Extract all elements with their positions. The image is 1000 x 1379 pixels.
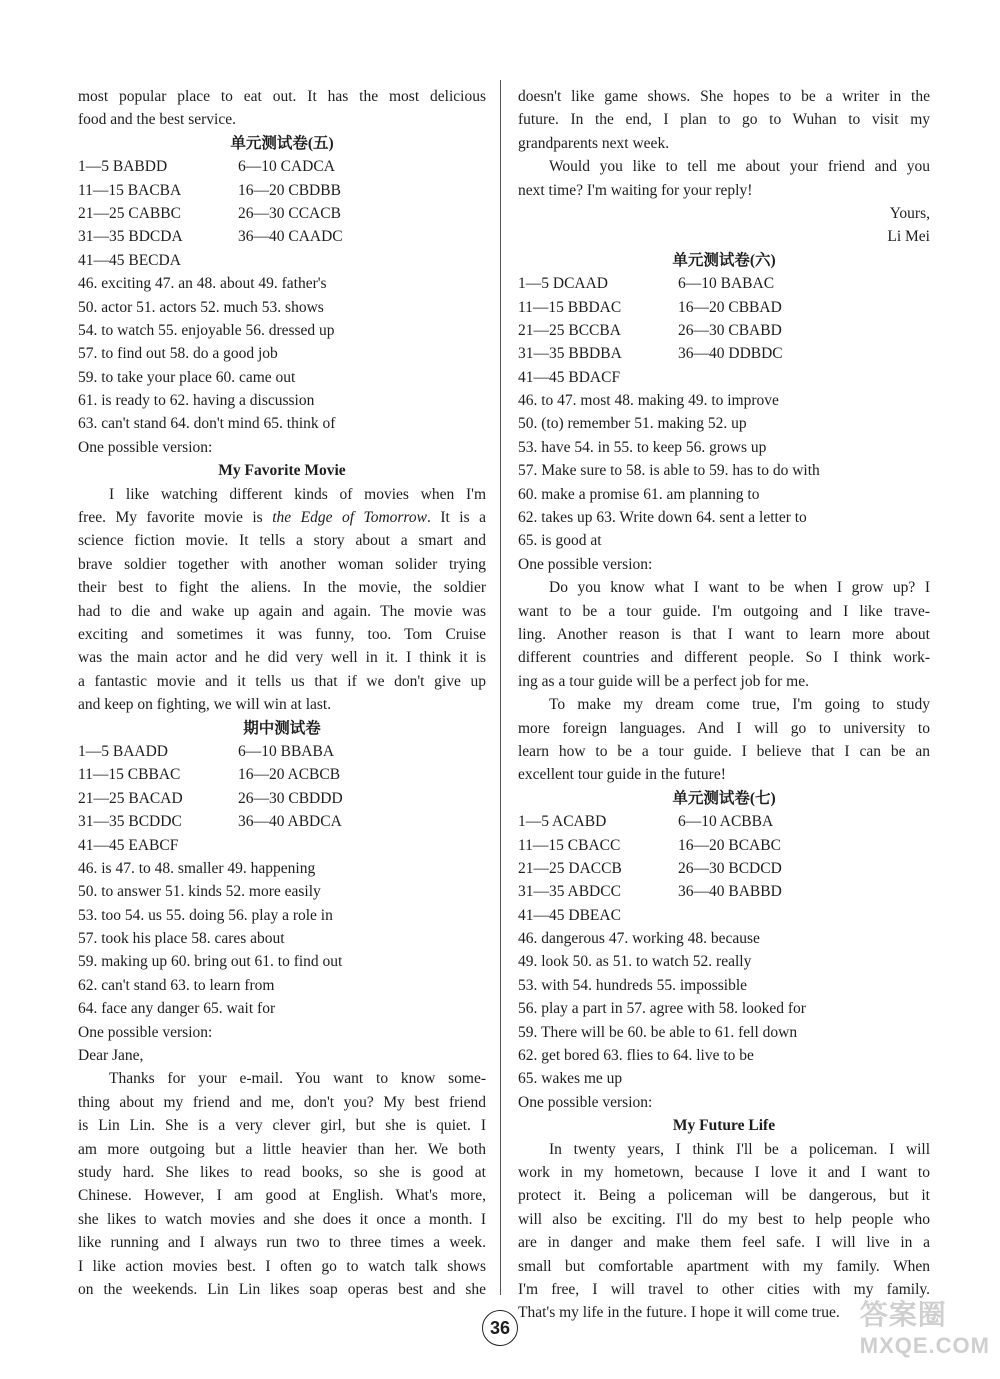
text-line: excellent tour guide in the future! — [518, 766, 726, 784]
answer-row — [518, 834, 930, 857]
answer-group: 26—30 CCACB — [238, 204, 341, 222]
section-heading: My Favorite Movie — [218, 462, 346, 480]
answer-group: 21—25 BACAD — [78, 789, 183, 807]
text-line: and keep on fighting, we will win at last. — [78, 696, 332, 714]
answer-group: 26—30 BCDCD — [678, 859, 782, 877]
text-line: most popular place to eat out. It has the most delicious — [78, 88, 486, 105]
text-line: will also be exciting. I'll do my best to help people who — [518, 1210, 930, 1228]
text-line: 41—45 BECDA — [78, 251, 181, 269]
text-line: 53. have 54. in 55. to keep 56. grows up — [518, 438, 767, 456]
text-line: free. My favorite movie is the Edge of Tomorrow. It is a — [78, 509, 486, 527]
text-line: 57. took his place 58. cares about — [78, 930, 285, 948]
answer-group: 16—20 CBBAD — [678, 298, 782, 316]
answer-row — [518, 272, 930, 295]
text-line: am more outgoing but a little heavier than her. We both — [78, 1140, 486, 1158]
text-line: 46. dangerous 47. working 48. because — [518, 930, 760, 948]
column-divider — [500, 80, 501, 1295]
answer-row — [518, 319, 930, 342]
text-line: One possible version: — [78, 1023, 213, 1041]
text-line: 53. with 54. hundreds 55. impossible — [518, 976, 748, 994]
text-line: Chinese. However, I am good at English. What's more, — [78, 1187, 486, 1205]
text-line: food and the best service. — [78, 111, 236, 129]
left-column — [78, 85, 486, 1301]
text-line: small but comfortable apartment with my family. When — [518, 1257, 930, 1275]
text-line: a fantastic movie and it tells us that if we don't give up — [78, 672, 486, 690]
answer-row — [78, 810, 486, 833]
answer-group: 26—30 CBABD — [678, 321, 782, 339]
text-line: 49. look 50. as 51. to watch 52. really — [518, 953, 752, 971]
text-line: 41—45 BDACF — [518, 368, 621, 386]
answer-group: 21—25 BCCBA — [518, 321, 621, 339]
answer-group: 31—35 ABDCC — [518, 883, 621, 901]
text-line: 59. There will be 60. be able to 61. fell down — [518, 1023, 798, 1041]
text-line: That's my life in the future. I hope it will come true. — [518, 1304, 840, 1322]
text-line: ing as a tour guide will be a perfect job for me. — [518, 672, 809, 690]
page-number: 36 — [482, 1310, 518, 1346]
text-line: study hard. She likes to read books, so she is good at — [78, 1163, 486, 1181]
watermark-url: MXQE.COM — [859, 1333, 990, 1358]
answer-row — [78, 787, 486, 810]
text-line: 62. can't stand 63. to learn from — [78, 976, 275, 994]
answer-group: 16—20 BCABC — [678, 836, 781, 854]
text-line: 54. to watch 55. enjoyable 56. dressed up — [78, 321, 335, 339]
text-line: like running and I always run two to three times a week. — [78, 1234, 486, 1252]
text-line: Would you like to tell me about your friend and you — [549, 158, 930, 176]
answer-group: 11—15 CBBAC — [78, 766, 181, 784]
answer-group: 21—25 DACCB — [518, 859, 622, 877]
answer-group: 36—40 BABBD — [678, 883, 782, 901]
text-line: 46. exciting 47. an 48. about 49. father's — [78, 275, 327, 293]
text-line: is Lin Lin. She is a very clever girl, but she is quiet. I — [78, 1117, 486, 1135]
text-line: next time? I'm waiting for your reply! — [518, 181, 753, 199]
answer-group: 26—30 CBDDD — [238, 789, 343, 807]
answer-row — [518, 810, 930, 833]
section-heading: 单元测试卷(六) — [672, 251, 776, 269]
text-line: 60. make a promise 61. am planning to — [518, 485, 760, 503]
answer-group: 31—35 BDCDA — [78, 228, 183, 246]
answer-row — [518, 296, 930, 319]
text-line: One possible version: — [518, 1093, 653, 1111]
answer-group: 11—15 CBACC — [518, 836, 621, 854]
answer-group: 16—20 ACBCB — [238, 766, 341, 784]
text-line: I like action movies best. I often go to watch talk shows — [78, 1257, 486, 1275]
answer-group: 36—40 CAADC — [238, 228, 343, 246]
text-line: 59. to take your place 60. came out — [78, 368, 296, 386]
right-column — [518, 85, 930, 1325]
answer-group: 1—5 BAADD — [78, 742, 168, 760]
text-line: grandparents next week. — [518, 134, 670, 152]
text-line: ling. Another reason is that I want to learn more about — [518, 625, 930, 643]
answer-group: 6—10 ACBBA — [678, 813, 774, 831]
signature-line: Yours, — [889, 204, 930, 222]
answer-group: 11—15 BACBA — [78, 181, 182, 199]
text-line: 61. is ready to 62. having a discussion — [78, 392, 315, 410]
text-line: 57. Make sure to 58. is able to 59. has to do with — [518, 462, 820, 480]
answer-group: 21—25 CABBC — [78, 204, 181, 222]
answer-group: 16—20 CBDBB — [238, 181, 341, 199]
text-line: 46. is 47. to 48. smaller 49. happening — [78, 859, 316, 877]
watermark-text: 答案圈 — [859, 1299, 947, 1330]
watermark-logo — [860, 1293, 990, 1359]
text-line: doesn't like game shows. She hopes to be a writer in the — [518, 88, 930, 105]
signature-line: Li Mei — [887, 228, 930, 246]
section-heading: 单元测试卷(五) — [230, 134, 334, 152]
answer-group: 6—10 BABAC — [678, 275, 775, 293]
answer-row — [78, 155, 486, 178]
text-line: Do you know what I want to be when I grow up? I — [549, 579, 930, 597]
text-line: learn how to be a tour guide. I believe that I can be an — [518, 742, 930, 760]
answer-group: 6—10 CADCA — [238, 158, 335, 176]
text-line: 50. actor 51. actors 52. much 53. shows — [78, 298, 324, 316]
text-line: 62. takes up 63. Write down 64. sent a letter to — [518, 509, 807, 527]
answer-group: 1—5 DCAAD — [518, 275, 608, 293]
text-line: 50. to answer 51. kinds 52. more easily — [78, 883, 321, 901]
answer-row — [78, 225, 486, 248]
text-line: 46. to 47. most 48. making 49. to improve — [518, 392, 779, 410]
text-line: 62. get bored 63. flies to 64. live to be — [518, 1047, 754, 1065]
text-line: thing about my friend and me, don't you? My best friend — [78, 1093, 486, 1111]
text-line: 63. can't stand 64. don't mind 65. think of — [78, 415, 336, 433]
answer-group: 6—10 BBABA — [238, 742, 335, 760]
text-line: brave soldier together with another woman solider trying — [78, 555, 486, 573]
text-line: 50. (to) remember 51. making 52. up — [518, 415, 747, 433]
text-line: 41—45 EABCF — [78, 836, 179, 854]
text-line: 41—45 DBEAC — [518, 906, 621, 924]
text-line: I like watching different kinds of movies when I'm — [109, 485, 486, 503]
text-line: 53. too 54. us 55. doing 56. play a role in — [78, 906, 333, 924]
text-line: protect it. Being a policeman will be dangerous, but it — [518, 1187, 930, 1205]
answer-row — [78, 740, 486, 763]
text-line: 64. face any danger 65. wait for — [78, 1000, 276, 1018]
answer-group: 36—40 ABDCA — [238, 813, 342, 831]
text-line: One possible version: — [78, 438, 213, 456]
text-line: 59. making up 60. bring out 61. to find out — [78, 953, 343, 971]
text-line: had to die and wake up again and again. The movie was — [78, 602, 486, 620]
answer-group: 11—15 BBDAC — [518, 298, 622, 316]
answer-row — [518, 857, 930, 880]
answer-group: 36—40 DDBDC — [678, 345, 783, 363]
answer-row — [518, 342, 930, 365]
answer-row — [78, 202, 486, 225]
text-line: 65. is good at — [518, 532, 602, 550]
answer-row — [78, 763, 486, 786]
text-line: Dear Jane, — [78, 1047, 144, 1065]
text-line: In twenty years, I think I'll be a policeman. I will — [549, 1140, 930, 1158]
text-line: exciting and sometimes it was funny, too. Tom Cruise — [78, 625, 486, 643]
text-line: want to be a tour guide. I'm outgoing and I like trave- — [518, 602, 930, 620]
text-line: 65. wakes me up — [518, 1070, 623, 1088]
text-line: future. In the end, I plan to go to Wuhan to visit my — [518, 111, 930, 129]
answer-group: 1—5 BABDD — [78, 158, 168, 176]
section-heading: 单元测试卷(七) — [672, 789, 776, 807]
text-line: on the weekends. Lin Lin likes soap operas best and she — [78, 1280, 486, 1298]
text-line: she likes to watch movies and she does it once a month. I — [78, 1210, 486, 1228]
text-line: One possible version: — [518, 555, 653, 573]
text-line: science fiction movie. It tells a story about a smart and — [78, 532, 486, 550]
text-line: Thanks for your e-mail. You want to know some- — [109, 1070, 486, 1088]
text-line: different countries and different people. So I think work- — [518, 649, 930, 667]
answer-row — [78, 179, 486, 202]
text-line: more foreign languages. And I will go to university to — [518, 719, 930, 737]
text-line: 57. to find out 58. do a good job — [78, 345, 278, 363]
text-line: I'm free, I will travel to other cities with my family. — [518, 1280, 930, 1298]
text-line: To make my dream come true, I'm going to study — [549, 696, 930, 714]
text-line: was the main actor and he did very well in it. I think it is — [78, 649, 486, 667]
answer-group: 1—5 ACABD — [518, 813, 607, 831]
text-line: work in my hometown, because I love it and I want to — [518, 1163, 930, 1181]
section-heading: 期中测试卷 — [243, 719, 321, 737]
text-line: are in danger and make them feel safe. I will live in a — [518, 1234, 930, 1252]
answer-group: 31—35 BCDDC — [78, 813, 182, 831]
answer-row — [518, 880, 930, 903]
text-line: 56. play a part in 57. agree with 58. looked for — [518, 1000, 806, 1018]
section-heading: My Future Life — [672, 1117, 776, 1135]
text-line: their best to fight the aliens. In the movie, the soldier — [78, 579, 486, 597]
answer-group: 31—35 BBDBA — [518, 345, 622, 363]
movie-title: the Edge of Tomorrow — [272, 509, 427, 527]
